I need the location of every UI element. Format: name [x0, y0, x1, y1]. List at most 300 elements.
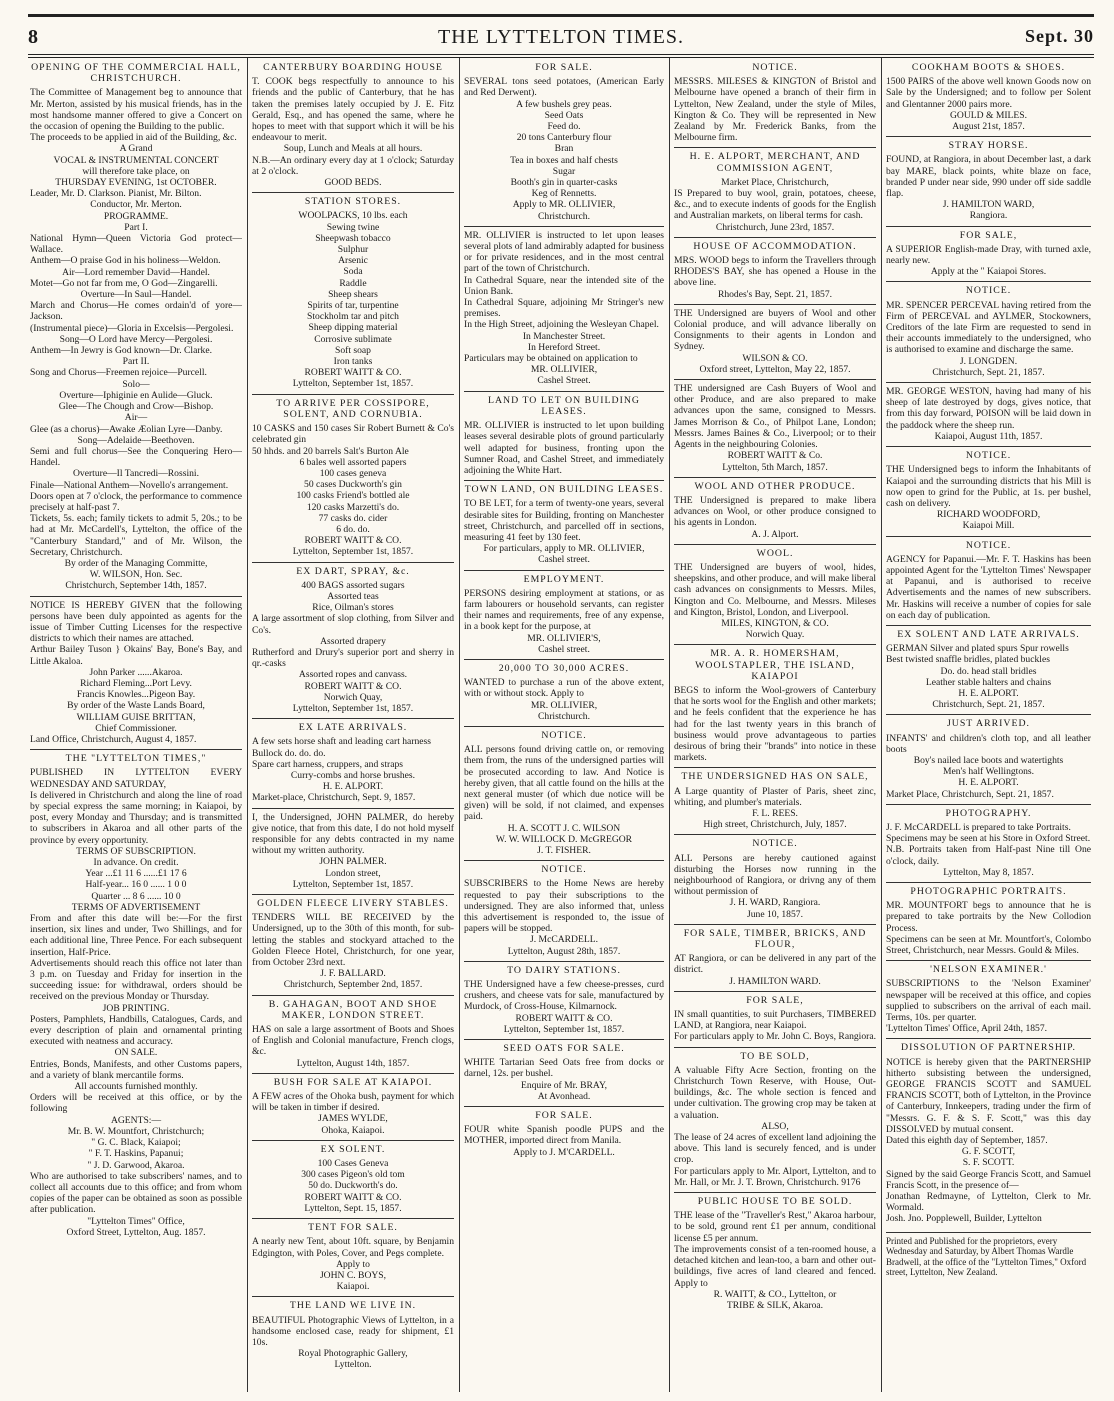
advertisement-line: ROBERT WAITT & Co.	[727, 450, 823, 462]
advertisement	[252, 1222, 454, 1297]
advertisement-line: H. A. SCOTT J. C. WILSON	[507, 822, 621, 834]
advertisement	[252, 566, 454, 720]
advertisement-line: In Hereford Street.	[527, 341, 601, 353]
advertisement-line: A few bushels grey peas.	[516, 98, 612, 110]
advertisement-line: Men's half Wellingtons.	[942, 766, 1035, 778]
advertisement-line: Signed by the said George Francis Scott, and Samuel Francis Scott, in the presence of—	[886, 1168, 1091, 1191]
page-number: 8	[28, 26, 38, 48]
advertisement-heading: 20,000 TO 30,000 ACRES.	[498, 662, 630, 674]
advertisement-line: 100 Cases Geneva	[317, 1158, 389, 1170]
advertisement	[886, 886, 1091, 961]
advertisement-heading: WOOL.	[756, 547, 794, 559]
advertisement	[886, 62, 1091, 137]
advertisement	[252, 62, 454, 193]
column-4	[674, 60, 876, 1390]
advertisement-line: BEGS to inform the Wool-growers of Canterbury that he sorts wool for the English and other markets; and he feels confident that the experience he has had for the last twenty years in this branch of business would prove advantageous to parties desirous of bring their "brands" into notice in these markets.	[674, 684, 876, 764]
advertisement-heading: TO DAIRY STATIONS.	[507, 964, 621, 976]
advertisement-line: "Lyttelton Times" Office,	[87, 1215, 185, 1227]
advertisement-line: MR. SPENCER PERCEVAL having retired from the Firm of PERCEVAL and AYLMER, Stockowners, Creditors of the late Firm are requested to send in their accounts immediately to the undersigned, who is authorised to examine and discharge the same.	[886, 299, 1091, 356]
advertisement-line: Air—	[124, 412, 148, 424]
advertisement-heading: PUBLIC HOUSE TO BE SOLD.	[697, 1196, 853, 1208]
newspaper-title: THE LYTTELTON TIMES.	[438, 26, 684, 48]
advertisement-line: 20 tons Canterbury flour	[516, 132, 612, 144]
advertisement-heading: FOR SALE,	[746, 994, 804, 1006]
advertisement-line: In Cathedral Square, near the intended site of the Union Bank.	[464, 274, 664, 297]
advertisement-line: All accounts furnished monthly.	[74, 1081, 198, 1093]
advertisement	[674, 308, 876, 380]
advertisement-line: THE Undersigned are buyers of wool, hides, sheepskins, and other produce, and will make liberal cash advances on consignments to Messrs. Miles, Kington and Co. Melbourne, and Messrs. Mileses and Kington, Bristol, London, and Liverpool.	[674, 561, 876, 618]
advertisement-line: MR. OLLIVIER,	[530, 699, 598, 711]
advertisement-line: Glee—The Chough and Crow—Bishop.	[58, 401, 214, 413]
advertisement-line: Soda	[343, 266, 363, 278]
advertisement-heading: NOTICE.	[752, 62, 798, 73]
top-rule	[28, 14, 1094, 17]
advertisement	[252, 898, 454, 996]
advertisement-line: WILLIAM GUISE BRITTAN,	[76, 711, 196, 723]
advertisement-line: MRS. WOOD begs to inform the Travellers through RHODES'S BAY, she has opened a House in the above line.	[674, 255, 876, 289]
advertisement-line: T. COOK begs respectfully to announce to his friends and the public of Canterbury, that he has taken the premises lately occupied by J. E. Fitz Gerald, Esq., and has opened the same, where he hopes to meet with that support which it will be his endeavour to merit.	[252, 76, 454, 144]
advertisement-line: Apply to MR. OLLIVIER,	[512, 199, 616, 211]
advertisement-line: Seed Oats	[544, 109, 584, 121]
advertisement-line: March and Chorus—He comes ordain'd of yore—Jackson.	[30, 300, 242, 323]
advertisement-line: THE Undersigned are buyers of Wool and other Colonial produce, and will advance liberally on Consignments to their agents in London and Sydney.	[674, 307, 876, 353]
advertisement-line: TERMS OF ADVERTISEMENT	[71, 901, 201, 913]
advertisement-line: THE lease of the "Traveller's Rest," Akaroa harbour, to be sold, ground rent £1 per annum, conditional license £5 per annum.	[674, 1210, 876, 1244]
advertisement	[674, 481, 876, 545]
advertisement-line: Francis Knowles...Pigeon Bay.	[76, 689, 196, 701]
column-divider	[669, 58, 670, 1392]
advertisement	[674, 1051, 876, 1193]
advertisement-line: Rhodes's Bay, Sept. 21, 1857.	[717, 288, 833, 300]
advertisement-line: Christchurch, September 2nd, 1857.	[283, 979, 423, 991]
advertisement-line: HAS on sale a large assortment of Boots and Shoes of English and Colonial manufacture, French clogs, &c.	[252, 1024, 454, 1058]
advertisement-line: Mr. B. W. Mountfort, Christchurch;	[67, 1125, 205, 1137]
advertisement-line: Lyttelton, August 14th, 1857.	[296, 1057, 410, 1069]
advertisement-line: Who are authorised to take subscribers' names, and to collect all accounts due to this office; and from whom copies of the paper can be obtained as soon as possible after publication.	[30, 1170, 242, 1216]
advertisement	[464, 395, 664, 481]
column-2	[252, 60, 454, 1390]
column-divider	[459, 58, 460, 1392]
advertisement-line: J. LONGDEN.	[959, 355, 1018, 367]
advertisement-line: GOULD & MILES.	[949, 109, 1027, 121]
advertisement-line: Richard Fleming...Port Levy.	[80, 677, 192, 689]
advertisement-line: 100 casks Friend's bottled ale	[296, 490, 410, 502]
advertisement-line: MR. OLLIVIER is instructed to let upon building leases several desirable plots of ground particularly well adapted for business, fronting upon the Sumner Road, and Cashel Street, and immediately adjoining the White Hart.	[464, 420, 664, 476]
advertisement-heading: TOWN LAND, ON BUILDING LEASES.	[464, 484, 664, 496]
advertisement-line: Assorted ropes and canvass.	[298, 669, 408, 681]
advertisement-line: Christchurch.	[538, 210, 590, 222]
advertisement-line: By order of the Managing Committe,	[64, 557, 208, 569]
advertisement-line: A nearly new Tent, about 10ft. square, by Benjamin Edgington, with Poles, Cover, and Pegs complete.	[252, 1236, 454, 1259]
advertisement-heading: FOR SALE.	[535, 1110, 593, 1122]
advertisement-line: Lyttelton, 5th March, 1857.	[722, 461, 828, 473]
advertisement	[886, 808, 1091, 883]
advertisement-line: Overture—Iphiginie en Aulide—Gluck.	[59, 389, 213, 401]
column-divider	[247, 58, 248, 1392]
advertisement	[252, 1144, 454, 1219]
advertisement	[886, 718, 1091, 804]
advertisement-line: Chief Commissioner.	[95, 722, 177, 734]
advertisement-line: SUBSCRIBERS to the Home News are hereby requested to pay their subscriptions to the undersigned. They are also informed that, unless this advertisement is responded to, the issue of papers will be stopped.	[464, 878, 664, 935]
advertisement-heading: EX SOLENT AND LATE ARRIVALS.	[897, 628, 1080, 640]
advertisement-heading: TENT FOR SALE.	[308, 1222, 398, 1234]
advertisement-line: Sulphur	[337, 244, 369, 256]
advertisement-line: Lyttelton, September 1st, 1857.	[503, 1023, 625, 1035]
advertisement-heading: JUST ARRIVED.	[946, 718, 1031, 730]
advertisement-line: WANTED to purchase a run of the above extent, with or without stock. Apply to	[464, 677, 664, 700]
advertisement-line: Tea in boxes and half chests	[510, 154, 618, 166]
masthead	[28, 26, 1094, 52]
advertisement-line: Semi and full chorus—See the Conquering Hero—Handel.	[30, 445, 242, 469]
advertisement-line: Song—Adelaide—Beethoven.	[77, 434, 195, 446]
advertisement-line: A SUPERIOR English-made Dray, with turned axle, nearly new.	[886, 243, 1091, 267]
advertisement	[252, 1077, 454, 1141]
advertisement	[252, 1300, 454, 1374]
advertisement-heading: SEED OATS FOR SALE.	[503, 1043, 625, 1055]
advertisement-line: Song—O Lord have Mercy—Pergolesi.	[59, 333, 213, 345]
advertisement-line: August 21st, 1857.	[952, 121, 1025, 133]
advertisement-line: JOB PRINTING.	[102, 1002, 170, 1014]
advertisement	[674, 771, 876, 835]
advertisement	[464, 574, 664, 660]
advertisement-line: Finale—National Anthem—Novello's arrangement.	[30, 479, 229, 491]
advertisement-line: Christchurch, Sept. 21, 1857.	[932, 366, 1045, 378]
advertisement-heading: TO ARRIVE PER COSSIPORE, SOLENT, AND CORNUBIA.	[276, 397, 430, 420]
advertisement-line: TO BE LET, for a term of twenty-one years, several desirable sites for Building, fronting on Manchester street, Christchurch, and parcelled off in sections, measuring 41 feet by 130 feet.	[464, 498, 664, 543]
advertisement-line: SEVERAL tons seed potatoes, (American Early and Red Derwent).	[464, 76, 664, 99]
advertisement	[464, 484, 664, 570]
advertisement-line: Bullock do. do. do.	[252, 747, 326, 759]
advertisement-line: J. H. WARD, Rangiora.	[729, 897, 821, 909]
advertisement-line: In the High Street, adjoining the Wesleyan Chapel.	[464, 319, 659, 331]
advertisement	[464, 62, 664, 227]
column-divider	[881, 58, 882, 1392]
advertisement-line: 'Lyttelton Times' Office, April 24th, 1857.	[886, 1023, 1048, 1035]
advertisement-line: The Committee of Management beg to announce that Mr. Merton, assisted by his musical friends, has in the most handsome manner offered to give a Concert on the occasion of opening the Building to the public.	[30, 87, 242, 133]
advertisement	[886, 629, 1091, 715]
advertisement-line: MR. OLLIVIER,	[530, 364, 598, 376]
advertisement-line: Rangiora.	[969, 210, 1008, 222]
advertisement-heading: STATION STORES.	[304, 196, 402, 208]
advertisement-heading: NOTICE.	[752, 838, 798, 850]
advertisement-line: Leather stable halters and chains	[925, 676, 1052, 688]
advertisement	[674, 928, 876, 992]
advertisement	[464, 864, 664, 962]
advertisement-line: Norwich Quay.	[745, 629, 805, 641]
advertisement-line: Enquire of Mr. BRAY,	[520, 1079, 608, 1091]
advertisement-line: Christchurch, June 23rd, 1857.	[715, 221, 835, 233]
advertisement-line: A. J. Alport.	[751, 528, 799, 540]
advertisement-line: THE Undersigned is prepared to make libera advances on Wool, or other produce consigned to his agents in London.	[674, 494, 876, 529]
advertisement	[674, 995, 876, 1048]
advertisement-line: WHITE Tartarian Seed Oats free from docks or darnel, 12s. per bushel.	[464, 1057, 664, 1080]
advertisement-line: A FEW acres of the Ohoka bush, payment for which will be taken in timber if desired.	[252, 1091, 454, 1114]
advertisement	[252, 398, 454, 563]
advertisement-line: Overture—Il Tancredi—Rossini.	[73, 468, 199, 480]
column-3	[464, 60, 664, 1390]
advertisement-line: AT Rangiora, or can be delivered in any part of the district.	[674, 953, 876, 976]
advertisement-line: WILSON & CO.	[742, 352, 808, 364]
advertisement	[464, 663, 664, 727]
advertisement-line: J. T. FISHER.	[537, 845, 591, 856]
advertisement-line: GERMAN Silver and plated spurs Spur rowells	[886, 643, 1069, 655]
advertisement-line: Booth's gin in quarter-casks	[510, 177, 618, 189]
advertisement-line: Sewing twine	[326, 221, 380, 233]
advertisement-line: Josh. Jno. Popplewell, Builder, Lyttelton	[886, 1213, 1042, 1225]
advertisement-line: MILES, KINGTON, & CO.	[721, 617, 829, 629]
advertisement-line: N.B. Portraits taken from Half-past Nine till One o'clock, daily.	[886, 844, 1091, 867]
advertisement-line: Part I.	[124, 221, 148, 233]
advertisement-line: Orders will be received at this office, or by the following	[30, 1092, 242, 1115]
advertisement-line: Anthem—O praise God in his holiness—Weldon.	[30, 255, 221, 267]
advertisement-heading: BUSH FOR SALE AT KAIAPOI.	[273, 1076, 433, 1088]
advertisement	[886, 140, 1091, 226]
advertisement-line: Cashel Street.	[537, 375, 591, 387]
advertisement-line: (Instrumental piece)—Gloria in Excelsis—Pergolesi.	[30, 322, 234, 334]
advertisement-line: FOUND, at Rangiora, in about December last, a dark bay MARE, black points, white blaze on face, branded P under near side, 990 under off side saddle flap.	[886, 154, 1091, 200]
advertisement-line: G. F. SCOTT,	[961, 1146, 1016, 1158]
advertisement-line: RICHARD WOODFORD,	[936, 509, 1041, 521]
advertisement-line: Jonathan Redmayne, of Lyttelton, Clerk to Mr. Wormald.	[886, 1191, 1091, 1214]
advertisement-line: J. HAMILTON WARD.	[729, 975, 821, 987]
column-5	[886, 60, 1091, 1390]
advertisement-line: Apply to	[336, 1258, 370, 1270]
advertisement-line: Corrosive sublimate	[314, 333, 392, 345]
advertisement-heading: FOR SALE, TIMBER, BRICKS, AND FLOUR,	[683, 927, 867, 951]
advertisement	[886, 964, 1091, 1039]
advertisement	[674, 648, 876, 768]
advertisement-line: Specimens can be seen at Mr. Mountfort's, Colombo Street, Christchurch, near Messrs. Gould & Miles.	[886, 933, 1091, 957]
advertisement-line: Bran	[554, 143, 574, 155]
advertisement-line: TENDERS WILL BE RECEIVED by the Undersigned, up to the 30th of this month, for sub-letting the stables and stockyard attached to the Golden Fleece Hotel, Christchurch, for one year, from October 23rd next.	[252, 912, 454, 969]
advertisement-line: A few sets horse shaft and leading cart harness	[252, 736, 432, 748]
advertisement-line: " G. C. Black, Kaiapoi;	[91, 1137, 181, 1149]
advertisement-line: N.B.—An ordinary every day at 1 o'clock; Saturday at 2 o'clock.	[252, 154, 454, 177]
advertisement-line: 1500 PAIRS of the above well known Goods now on Sale by the Undersigned; and to follow per Solent and Glentanner 2000 pairs more.	[886, 76, 1091, 110]
advertisement-line: In advance. On credit.	[93, 857, 179, 869]
advertisement-line: Doors open at 7 o'clock, the performance to commence precisely at half-past 7.	[30, 490, 242, 513]
advertisement-line: NOTICE is hereby given that the PARTNERSHIP hitherto subsisting between the undersigned, GEORGE FRANCIS SCOTT and SAMUEL FRANCIS SCOTT, both of Lyttelton, in the Province of Canterbury, Innkeepers, trading under the firm of "Messrs. G. F. & S. F. Scott," was this day DISSOLVED by mutual consent.	[886, 1056, 1091, 1135]
advertisement-line: Part II.	[122, 356, 150, 368]
advertisement-line: Leader, Mr. D. Clarkson. Pianist, Mr. Bilton.	[30, 188, 202, 200]
advertisement-line: Dated this eighth day of September, 1857.	[886, 1135, 1048, 1147]
advertisement-line: Market Place, Christchurch,	[721, 176, 829, 188]
advertisement-line: The proceeds to be applied in aid of the Building, &c.	[30, 132, 237, 144]
advertisement-line: will therefore take place, on	[82, 165, 190, 177]
advertisement-line: June 10, 1857.	[747, 908, 803, 920]
advertisement-heading: TO BE SOLD,	[740, 1050, 810, 1062]
advertisement-line: Lyttelton, Sept. 15, 1857.	[304, 1202, 402, 1214]
advertisement-line: Soft soap	[335, 344, 371, 356]
advertisement-heading: NOTICE.	[965, 450, 1012, 462]
advertisement	[464, 1110, 664, 1162]
advertisement-line: Posters, Pamphlets, Handbills, Catalogues, Cards, and every description of plain and ornamental printing executed with neatness and accuracy.	[30, 1013, 242, 1048]
advertisement-line: IS Prepared to buy wool, grain, potatoes, cheese, &c., and to execute indents of goods for the English and Australian markets, on liberal terms for cash.	[674, 188, 876, 222]
advertisement-line: For particulars apply to Mr. Alport, Lyttelton, and to Mr. Hall, or Mr. J. T. Brown, Christchurch. 9176	[674, 1165, 876, 1188]
advertisement-heading: THE LAND WE LIVE IN.	[289, 1300, 417, 1312]
advertisement-line: Advertisements should reach this office not later than 3 p.m. on Tuesday and Friday for insertion in the succeeding issue: for withdrawal, orders should be received on the previous Monday or Thursday.	[30, 957, 242, 1003]
advertisement	[674, 1196, 876, 1315]
column-1	[30, 60, 242, 1390]
advertisement	[30, 600, 242, 751]
advertisement-line: Overture—In Saul—Handel.	[80, 289, 192, 301]
advertisement-line: J. F. McCARDELL is prepared to take Portraits.	[886, 821, 1071, 833]
advertisement-line: Year ...£1 11 6 ......£1 17 6	[85, 868, 187, 880]
advertisement	[464, 965, 664, 1040]
advertisement-line: Kaiapoi.	[336, 1281, 370, 1293]
advertisement-line: A large assortment of slop clothing, from Silver and Co's.	[252, 613, 454, 636]
advertisement-line: High street, Christchurch, July, 1857.	[703, 819, 847, 831]
advertisement-heading: COOKHAM BOOTS & SHOES.	[911, 62, 1066, 73]
advertisement-heading: LAND TO LET ON BUILDING LEASES.	[488, 394, 640, 417]
advertisement-line: Specimens may be seen at his Store in Oxford Street.	[886, 833, 1091, 845]
advertisement	[464, 730, 664, 861]
advertisement	[674, 151, 876, 237]
advertisement-line: Soup, Lunch and Meals at all hours.	[283, 143, 423, 155]
advertisement-line: THE Undersigned begs to inform the Inhabitants of Kaiapoi and the surrounding districts that his Mill is now open to grind for the Public, at 1s. per bushel, cash on delivery.	[886, 464, 1091, 509]
advertisement-line: Curry-combs and horse brushes.	[290, 769, 416, 781]
advertisement-heading: DISSOLUTION OF PARTNERSHIP.	[901, 1042, 1076, 1054]
advertisement-line: ROBERT WAITT & CO.	[304, 1191, 402, 1203]
advertisement-line: MESSRS. MILESES & KINGTON of Bristol and Melbourne have opened a branch of their firm in Lyttelton, New Zealand, under the style of Miles, Kington & Co. They will be represented in New Zealand by Mr. Frederick Banks, from the Melbourne firm.	[674, 76, 876, 144]
advertisement-line: GOOD BEDS.	[324, 177, 382, 189]
advertisement-line: J. F. BALLARD.	[320, 968, 386, 980]
advertisement-line: H. E. ALPORT.	[958, 777, 1019, 789]
advertisement-line: Lyttelton, September 1st, 1857.	[292, 878, 414, 890]
advertisement-line: THE Undersigned have a few cheese-presses, curd crushers, and cheese vats for sale, manufactured by Murdock, of Cross-House, Kilmarnock.	[464, 979, 664, 1013]
advertisement-heading: H. E. ALPORT, MERCHANT, AND COMMISSION AGENT,	[689, 151, 861, 174]
advertisement-line: Apply at the " Kaiapoi Stores.	[930, 266, 1047, 278]
advertisement-line: Apply to J. M'CARDELL.	[513, 1146, 615, 1158]
advertisement-line: For particulars, apply to MR. OLLIVIER,	[483, 543, 645, 555]
advertisement-line: Anthem—In Jewry is God known—Dr. Clarke.	[30, 345, 212, 357]
advertisement-line: ROBERT WAITT & CO.	[304, 535, 402, 547]
advertisement	[886, 230, 1091, 283]
advertisement-line: Rice, Oilman's stores	[312, 602, 394, 614]
advertisement-heading: NOTICE.	[965, 285, 1012, 297]
advertisement-line: " F. T. Haskins, Papanui;	[88, 1148, 184, 1160]
advertisement-line: Entries, Bonds, Manifests, and other Customs papers, and a variety of blank mercantile forms.	[30, 1058, 242, 1081]
advertisement-heading: B. GAHAGAN, BOOT AND SHOE MAKER, LONDON STREET.	[268, 998, 438, 1021]
advertisement-line: Raddle	[339, 277, 367, 289]
advertisement-line: VOCAL & INSTRUMENTAL CONCERT	[53, 154, 219, 166]
advertisement-line: Best twisted snaffle bridles, plated buckles	[886, 654, 1050, 666]
advertisement-line: 50 hhds. and 20 barrels Salt's Burton Ale	[252, 445, 409, 457]
advertisement-line: MR. OLLIVIER is instructed to let upon leases several plots of land admirably adapted for business or for private residences, and in the most central part of the town of Christchurch.	[464, 229, 664, 275]
advertisement-line: A Large quantity of Plaster of Paris, sheet zinc, whiting, and plumber's materials.	[674, 785, 876, 808]
advertisement-line: Sugar	[552, 165, 576, 177]
advertisement-line: ROBERT WAITT & CO.	[515, 1012, 613, 1024]
advertisement-heading: NOTICE.	[541, 729, 587, 741]
advertisement-line: Quarter ... 8 6 ...... 10 0	[91, 890, 181, 902]
advertisement-line: London street,	[325, 867, 381, 879]
advertisement-line: NOTICE IS HEREBY GIVEN that the following persons have been duly appointed as agents for the issue of Timber Cutting Licenses for the respective districts to which their names are attached.	[30, 599, 242, 645]
advertisement-line: 50 cases Duckworth's gin	[304, 479, 402, 491]
advertisement-heading: OPENING OF THE COMMERCIAL HALL, CHRISTCHURCH.	[31, 62, 241, 85]
advertisement-line: ALL Persons are hereby cautioned against disturbing the Horses now running in the neighbourhood of Rangiora, or drivng any of them without permission of	[674, 852, 876, 898]
advertisement-line: MR. GEORGE WESTON, having had many of his sheep of late destroyed by dogs, gives notice, that from this day forward, POISON will be laid down in the paddock where the sheep run.	[886, 386, 1091, 431]
advertisement-line: Air—Lord remember David—Handel.	[62, 266, 210, 278]
advertisement-line: J. HAMILTON WARD,	[942, 199, 1035, 211]
advertisement-line: Motet—Go not far from me, O God—Zingarelli.	[30, 277, 218, 289]
advertisement-line: A Grand	[119, 143, 153, 155]
advertisement-heading: THE UNDERSIGNED HAS ON SALE,	[681, 771, 869, 783]
advertisement-line: 6 do. do.	[336, 523, 370, 535]
advertisement-line: Particulars may be obtained on application to	[464, 353, 638, 365]
advertisement-line: ROBERT WAITT & CO.	[304, 680, 402, 692]
advertisement-line: Christchurch, September 14th, 1857.	[65, 580, 207, 592]
advertisement-line: Do. do. head stall bridles	[940, 665, 1037, 677]
advertisement	[886, 1042, 1091, 1228]
advertisement-line: FOUR white Spanish poodle PUPS and the MOTHER, imported direct from Manila.	[464, 1124, 664, 1147]
advertisement-line: 77 casks do. cider	[318, 512, 388, 524]
advertisement-line: For particulars apply to Mr. John C. Boys, Rangiora.	[674, 1031, 876, 1043]
advertisement-line: MR. OLLIVIER'S,	[527, 632, 601, 644]
advertisement-line: A valuable Fifty Acre Section, fronting on the Christchurch Town Reserve, with House, Out-buildings, &c. The whole section is fenced and under cultivation. The growing crop may be taken at a valuation.	[674, 1064, 876, 1121]
advertisement-line: AGENCY for Papanui.—Mr. F. T. Haskins has been appointed Agent for the 'Lyttelton Times' Newspaper at Papanui, and is authorised to receive Advertisements and the names of new subscribers. Mr. Haskins will receive a number of copies for sale on each day of publication.	[886, 553, 1091, 621]
advertisement-line: W. WILSON, Hon. Sec.	[89, 569, 183, 581]
advertisement	[886, 285, 1091, 383]
advertisement-line: Solo—	[122, 378, 150, 390]
advertisement-line: 6 bales well assorted papers	[299, 456, 407, 468]
advertisement-line: Kaiapoi, August 11th, 1857.	[934, 430, 1043, 442]
advertisement	[252, 812, 454, 895]
advertisement-heading: WOOL AND OTHER PRODUCE.	[694, 480, 856, 492]
advertisement-line: Cashel street.	[538, 643, 590, 655]
advertisement-line: Sheepwash tobacco	[315, 232, 391, 244]
advertisement	[464, 1043, 664, 1107]
advertisement-line: Rutherford and Drury's superior port and sherry in qr.-casks	[252, 646, 454, 670]
advertisement-line: The lease of 24 acres of excellent land adjoining the above. This land is securely fenced, and is under crop.	[674, 1132, 876, 1166]
issue-date: Sept. 30	[1024, 26, 1094, 46]
advertisement-line: Feed do.	[547, 121, 581, 133]
advertisement	[252, 722, 454, 808]
advertisement-line: 100 cases geneva	[319, 467, 387, 479]
advertisement-line: John Parker ......Akaroa.	[89, 666, 183, 678]
advertisement-line: Lyttelton, September 1st, 1857.	[292, 546, 414, 558]
advertisement-line: By order of the Waste Lands Board,	[67, 700, 205, 712]
advertisement	[30, 753, 242, 1242]
advertisement-line: Assorted teas	[327, 590, 379, 602]
advertisement-line: ALL persons found driving cattle on, or removing them from, the runs of the undersigned parties will be prosecuted according to law. And Notice is hereby given, that all cattle found on the hills at the next general muster (of which due notice will be given) will be sold, if not claimed, and expenses paid.	[464, 744, 664, 823]
advertisement-line: JAMES WYLDE,	[318, 1113, 388, 1125]
advertisement-line: TRIBE & SILK, Akaroa.	[726, 1299, 824, 1311]
advertisement	[674, 62, 876, 148]
advertisement-line: Market-place, Christchurch, Sept. 9, 1857.	[252, 792, 416, 804]
advertisement-line: PROGRAMME.	[103, 210, 169, 222]
advertisement-line: R. WAITT, & CO., Lyttelton, or	[713, 1288, 837, 1300]
advertisement-line: Lyttelton, September 1st, 1857.	[292, 702, 414, 714]
advertisement-line: ON SALE.	[114, 1047, 158, 1059]
advertisement-heading: PHOTOGRAPHY.	[945, 807, 1032, 819]
advertisement-line: Lyttelton, May 8, 1857.	[943, 866, 1034, 878]
advertisement-line: ROBERT WAITT & CO.	[304, 367, 402, 379]
advertisement-line: THURSDAY EVENING, 1st OCTOBER.	[55, 177, 217, 189]
advertisement	[674, 241, 876, 305]
advertisement-line: H. E. ALPORT.	[958, 687, 1019, 699]
advertisement-line: Christchurch, Sept. 21, 1857.	[932, 699, 1045, 711]
advertisement-line: From and after this date will be:—For the first insertion, six lines and under, Two Shillings, and for each additional line, Three Pence. For each subsequent insertion, Half-Price.	[30, 913, 242, 958]
advertisement	[252, 196, 454, 394]
advertisement-line: 120 casks Marzetti's do.	[306, 501, 400, 513]
advertisement-line: In Manchester Street.	[522, 330, 606, 342]
advertisement-heading: FOR SALE.	[535, 62, 593, 73]
advertisement-line: Cashel street.	[538, 554, 590, 566]
advertisement	[886, 450, 1091, 536]
advertisement-line: Tickets, 5s. each; family tickets to admit 5, 20s.; to be had at Mr. McCardell's, Lyttelton, the office of the "Canterbury Standard," and of Mr. Wilson, the Secretary, Christchurch.	[30, 513, 242, 558]
advertisement-line: Royal Photographic Gallery,	[298, 1348, 408, 1360]
advertisement-line: " J. D. Garwood, Akaroa.	[87, 1159, 185, 1171]
